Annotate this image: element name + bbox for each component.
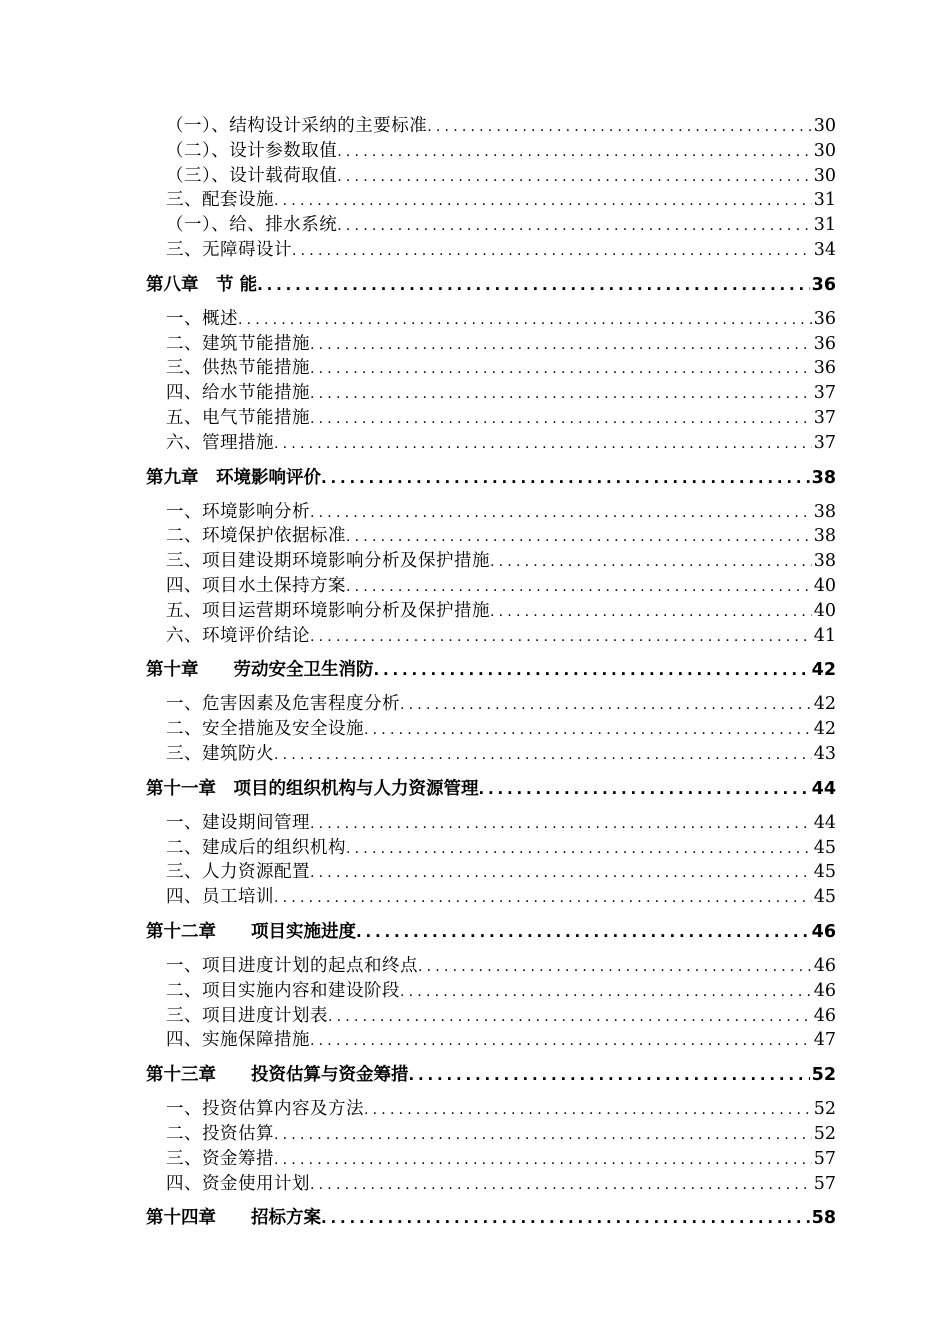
toc-section-entry[interactable]	[146, 188, 836, 213]
toc-page-number: 47	[813, 1030, 836, 1051]
toc-section-entry[interactable]	[146, 885, 836, 910]
toc-section-entry[interactable]	[146, 356, 836, 381]
table-of-contents	[146, 114, 836, 1240]
toc-section-entry[interactable]	[146, 1147, 836, 1172]
toc-page-number: 40	[813, 575, 836, 596]
toc-section-entry[interactable]	[146, 307, 836, 332]
toc-dot-leader	[427, 114, 811, 139]
toc-entry-title: 四、资金使用计划	[166, 1173, 310, 1194]
toc-entry-title: 第十一章 项目的组织机构与人力资源管理	[146, 778, 479, 799]
toc-dot-leader	[310, 624, 812, 649]
toc-dot-leader	[346, 836, 812, 861]
toc-page-number: 46	[811, 921, 836, 942]
toc-chapter-entry[interactable]	[146, 466, 836, 490]
toc-section-entry[interactable]	[146, 979, 836, 1004]
toc-entry-title: 四、实施保障措施	[166, 1030, 310, 1051]
toc-page-number: 30	[813, 140, 836, 161]
toc-entry-title: 一、项目进度计划的起点和终点	[166, 955, 418, 976]
toc-page-number: 34	[813, 239, 836, 260]
toc-dot-leader	[321, 466, 810, 490]
toc-page-number: 36	[813, 333, 836, 354]
toc-page-number: 30	[813, 165, 836, 186]
toc-dot-leader	[321, 1206, 810, 1230]
toc-page-number: 38	[813, 526, 836, 547]
toc-page-number: 36	[813, 308, 836, 329]
toc-entry-title: 一、概述	[166, 308, 238, 329]
toc-entry-title: 五、项目运营期环境影响分析及保护措施	[166, 600, 490, 621]
toc-page-number: 42	[811, 660, 836, 681]
toc-page-number: 58	[811, 1208, 836, 1229]
toc-entry-title: 第十四章 招标方案	[146, 1208, 321, 1229]
toc-section-entry[interactable]	[146, 742, 836, 767]
toc-section-entry[interactable]	[146, 836, 836, 861]
toc-section-entry[interactable]	[146, 624, 836, 649]
toc-entry-title: 四、给水节能措施	[166, 383, 310, 404]
toc-entry-title: 二、建成后的组织机构	[166, 837, 346, 858]
toc-dot-leader	[364, 717, 812, 742]
toc-page-number: 41	[813, 625, 836, 646]
toc-dot-leader	[274, 1122, 812, 1147]
toc-dot-leader	[310, 381, 812, 406]
toc-section-entry[interactable]	[146, 1097, 836, 1122]
toc-dot-leader	[274, 742, 812, 767]
toc-dot-leader	[337, 213, 811, 238]
toc-page-number: 37	[813, 407, 836, 428]
toc-entry-title: 六、环境评价结论	[166, 625, 310, 646]
toc-page-number: 40	[813, 600, 836, 621]
toc-chapter-entry[interactable]	[146, 920, 836, 944]
toc-dot-leader	[337, 139, 811, 164]
toc-page-number: 45	[813, 862, 836, 883]
toc-section-entry[interactable]	[146, 549, 836, 574]
toc-page-number: 46	[813, 955, 836, 976]
toc-dot-leader	[356, 920, 810, 944]
toc-page-number: 52	[813, 1123, 836, 1144]
toc-dot-leader	[310, 860, 812, 885]
toc-entry-title: （一）、给、排水系统	[166, 215, 338, 236]
toc-dot-leader	[337, 164, 811, 189]
toc-section-entry[interactable]	[146, 406, 836, 431]
toc-entry-title: 四、项目水土保持方案	[166, 575, 346, 596]
toc-dot-leader	[400, 692, 812, 717]
toc-dot-leader	[310, 332, 812, 357]
toc-entry-title: 二、投资估算	[166, 1123, 274, 1144]
toc-chapter-entry[interactable]	[146, 1063, 836, 1087]
toc-chapter-entry[interactable]	[146, 273, 836, 297]
toc-section-entry[interactable]	[146, 1004, 836, 1029]
toc-page-number: 37	[813, 383, 836, 404]
toc-entry-title: （二）、设计参数取值	[166, 140, 338, 161]
toc-page-number: 45	[813, 837, 836, 858]
toc-page-number: 57	[813, 1173, 836, 1194]
toc-section-entry[interactable]	[146, 811, 836, 836]
toc-page-number: 37	[813, 432, 836, 453]
toc-page-number: 57	[813, 1148, 836, 1169]
toc-chapter-entry[interactable]	[146, 1206, 836, 1230]
toc-page-number: 31	[813, 190, 836, 211]
toc-entry-title: 三、项目进度计划表	[166, 1005, 328, 1026]
toc-entry-title: 二、项目实施内容和建设阶段	[166, 980, 400, 1001]
toc-dot-leader	[490, 599, 812, 624]
toc-page-number: 36	[811, 274, 836, 295]
toc-section-entry[interactable]	[146, 954, 836, 979]
toc-entry-title: 五、电气节能措施	[166, 407, 310, 428]
toc-page-number: 44	[813, 812, 836, 833]
toc-section-entry[interactable]	[146, 692, 836, 717]
toc-entry-title: 第十章 劳动安全卫生消防	[146, 660, 374, 681]
toc-entry-title: 一、环境影响分析	[166, 501, 310, 522]
toc-entry-title: 三、资金筹措	[166, 1148, 274, 1169]
toc-section-entry[interactable]	[146, 238, 836, 263]
toc-section-entry[interactable]	[146, 717, 836, 742]
toc-dot-leader	[274, 1147, 812, 1172]
toc-entry-title: 二、建筑节能措施	[166, 333, 310, 354]
toc-dot-leader	[274, 188, 812, 213]
toc-page-number: 42	[813, 719, 836, 740]
toc-dot-leader	[400, 979, 812, 1004]
toc-entry-title: 三、项目建设期环境影响分析及保护措施	[166, 551, 490, 572]
toc-dot-leader	[238, 307, 812, 332]
toc-page-number: 30	[813, 116, 836, 136]
toc-entry-title: 四、员工培训	[166, 887, 274, 908]
toc-page-number: 43	[813, 743, 836, 764]
toc-section-entry[interactable]	[146, 332, 836, 357]
toc-dot-leader	[274, 885, 812, 910]
toc-entry-title: 二、环境保护依据标准	[166, 526, 346, 547]
toc-dot-leader	[292, 238, 812, 263]
toc-entry-title: 三、供热节能措施	[166, 358, 310, 379]
toc-dot-leader	[310, 1172, 812, 1197]
toc-entry-title: 三、无障碍设计	[166, 239, 292, 260]
toc-entry-title: 一、建设期间管理	[166, 812, 310, 833]
toc-entry-title: （一）、结构设计采纳的主要标准	[166, 116, 428, 136]
toc-dot-leader	[257, 273, 810, 297]
toc-entry-title: 二、安全措施及安全设施	[166, 719, 364, 740]
toc-page-number: 46	[813, 1005, 836, 1026]
toc-section-entry[interactable]	[146, 1028, 836, 1053]
toc-page-number: 44	[811, 778, 836, 799]
toc-page-number: 38	[813, 551, 836, 572]
toc-page-number: 52	[813, 1099, 836, 1120]
toc-dot-leader	[490, 549, 812, 574]
toc-dot-leader	[346, 524, 812, 549]
toc-entry-title: 第八章 节 能	[146, 274, 258, 295]
toc-section-entry[interactable]	[146, 1172, 836, 1197]
toc-section-entry[interactable]	[146, 524, 836, 549]
toc-dot-leader	[310, 1028, 812, 1053]
toc-entry-title: 一、投资估算内容及方法	[166, 1099, 364, 1120]
toc-chapter-entry[interactable]	[146, 777, 836, 801]
toc-chapter-entry[interactable]	[146, 658, 836, 682]
toc-section-entry[interactable]	[146, 213, 836, 238]
toc-section-entry[interactable]	[146, 860, 836, 885]
toc-dot-leader	[418, 954, 812, 979]
toc-dot-leader	[364, 1097, 812, 1122]
toc-dot-leader	[346, 574, 812, 599]
toc-section-entry[interactable]	[146, 599, 836, 624]
toc-section-entry[interactable]	[146, 164, 836, 189]
toc-entry-title: 第十二章 项目实施进度	[146, 921, 356, 942]
toc-page-number: 31	[813, 215, 836, 236]
toc-dot-leader	[310, 811, 812, 836]
toc-page-number: 45	[813, 887, 836, 908]
toc-dot-leader	[310, 406, 812, 431]
toc-section-entry[interactable]	[146, 500, 836, 525]
toc-dot-leader	[479, 777, 810, 801]
toc-dot-leader	[310, 356, 812, 381]
toc-page-number: 38	[811, 467, 836, 488]
toc-entry-title: 第九章 环境影响评价	[146, 467, 321, 488]
toc-entry-title: 三、建筑防火	[166, 743, 274, 764]
toc-dot-leader	[374, 658, 810, 682]
toc-entry-title: 三、配套设施	[166, 190, 274, 211]
toc-section-entry[interactable]	[146, 114, 836, 139]
toc-dot-leader	[274, 431, 812, 456]
toc-entry-title: 一、危害因素及危害程度分析	[166, 694, 400, 715]
toc-entry-title: 第十三章 投资估算与资金筹措	[146, 1065, 409, 1086]
toc-page-number: 36	[813, 358, 836, 379]
toc-entry-title: 三、人力资源配置	[166, 862, 310, 883]
toc-entry-title: 六、管理措施	[166, 432, 274, 453]
toc-section-entry[interactable]	[146, 574, 836, 599]
toc-dot-leader	[310, 500, 812, 525]
toc-page-number: 42	[813, 694, 836, 715]
toc-dot-leader	[328, 1004, 812, 1029]
toc-page-number: 52	[811, 1065, 836, 1086]
toc-entry-title: （三）、设计载荷取值	[166, 165, 338, 186]
toc-section-entry[interactable]	[146, 139, 836, 164]
toc-section-entry[interactable]	[146, 381, 836, 406]
toc-dot-leader	[409, 1063, 810, 1087]
toc-section-entry[interactable]	[146, 431, 836, 456]
toc-page-number: 38	[813, 501, 836, 522]
toc-section-entry[interactable]	[146, 1122, 836, 1147]
toc-page-number: 46	[813, 980, 836, 1001]
